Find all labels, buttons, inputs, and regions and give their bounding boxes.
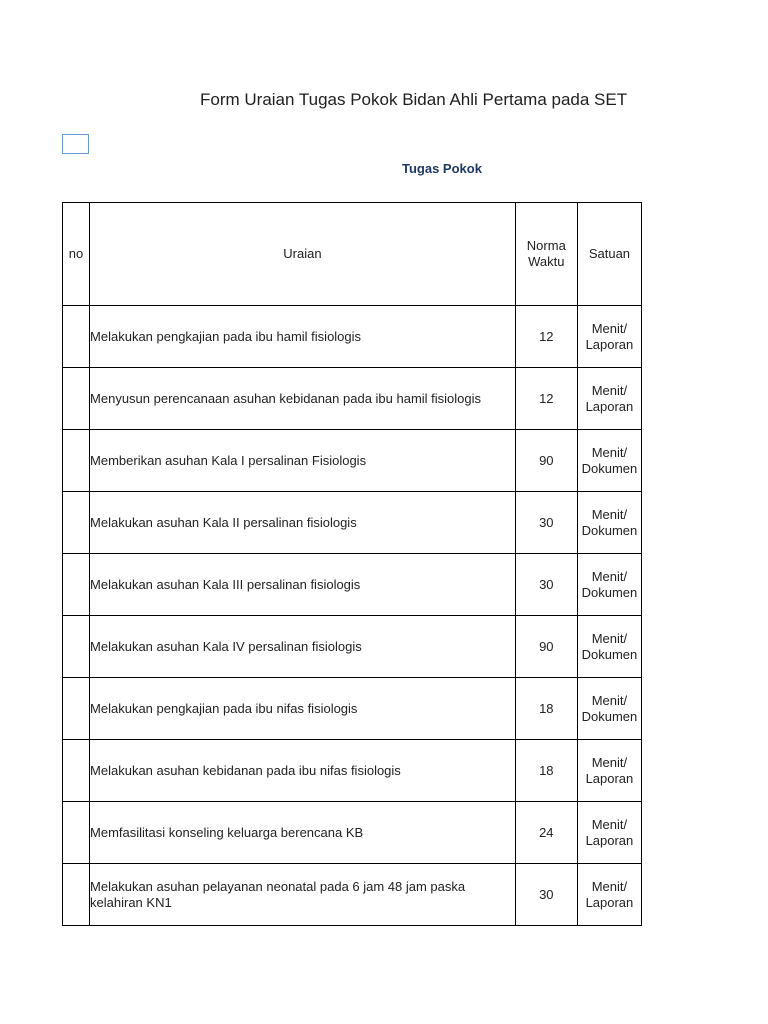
- satuan-type: Dokumen: [581, 522, 638, 538]
- table-row: [63, 864, 642, 926]
- table-row: [63, 368, 642, 430]
- cell-no: [63, 678, 90, 740]
- cell-satuan: [577, 616, 641, 678]
- satuan-unit: Menit/: [591, 444, 628, 460]
- header-norma-waktu-text: Norma Waktu: [526, 238, 566, 269]
- cell-no: [63, 430, 90, 492]
- cell-uraian: Menyusun perencanaan asuhan kebidanan pada ibu hamil fisiologis: [90, 368, 516, 430]
- cell-norma-waktu: 90: [515, 430, 577, 492]
- cell-no: [63, 740, 90, 802]
- cell-satuan: [577, 740, 641, 802]
- cell-satuan: [577, 430, 641, 492]
- cell-satuan: [577, 864, 641, 926]
- table-body: [63, 306, 642, 926]
- cell-no: [63, 368, 90, 430]
- table-row: [63, 492, 642, 554]
- selected-cell-box[interactable]: [62, 134, 89, 154]
- satuan-unit: Menit/: [591, 878, 628, 894]
- satuan-type: Laporan: [585, 894, 634, 910]
- cell-satuan: [577, 802, 641, 864]
- header-no: no: [63, 203, 90, 306]
- header-uraian: Uraian: [90, 203, 516, 306]
- satuan-type: Dokumen: [581, 584, 638, 600]
- table-row: [63, 616, 642, 678]
- cell-norma-waktu: 30: [515, 864, 577, 926]
- tasks-table: [62, 202, 642, 926]
- cell-uraian: Memfasilitasi konseling keluarga berencana KB: [90, 802, 516, 864]
- cell-norma-waktu: 30: [515, 554, 577, 616]
- cell-no: [63, 616, 90, 678]
- header-norma-waktu: [515, 203, 577, 306]
- cell-no: [63, 554, 90, 616]
- cell-norma-waktu: 12: [515, 306, 577, 368]
- satuan-unit: Menit/: [591, 568, 628, 584]
- cell-satuan: [577, 306, 641, 368]
- table-header-row: [63, 203, 642, 306]
- cell-uraian: Melakukan pengkajian pada ibu hamil fisiologis: [90, 306, 516, 368]
- satuan-unit: Menit/: [591, 816, 628, 832]
- satuan-type: Laporan: [585, 336, 634, 352]
- cell-norma-waktu: 12: [515, 368, 577, 430]
- table-row: [63, 306, 642, 368]
- satuan-type: Laporan: [585, 832, 634, 848]
- cell-satuan: [577, 368, 641, 430]
- satuan-unit: Menit/: [591, 630, 628, 646]
- table-row: [63, 554, 642, 616]
- cell-norma-waktu: 90: [515, 616, 577, 678]
- satuan-unit: Menit/: [591, 692, 628, 708]
- cell-norma-waktu: 24: [515, 802, 577, 864]
- satuan-type: Dokumen: [581, 646, 638, 662]
- cell-uraian: Melakukan asuhan Kala IV persalinan fisiologis: [90, 616, 516, 678]
- satuan-unit: Menit/: [591, 506, 628, 522]
- table-row: [63, 678, 642, 740]
- satuan-unit: Menit/: [591, 754, 628, 770]
- cell-no: [63, 492, 90, 554]
- table-row: [63, 802, 642, 864]
- cell-norma-waktu: 18: [515, 740, 577, 802]
- cell-uraian: Melakukan pengkajian pada ibu nifas fisiologis: [90, 678, 516, 740]
- satuan-type: Dokumen: [581, 460, 638, 476]
- cell-uraian: Memberikan asuhan Kala I persalinan Fisiologis: [90, 430, 516, 492]
- cell-uraian: Melakukan asuhan kebidanan pada ibu nifas fisiologis: [90, 740, 516, 802]
- cell-satuan: [577, 678, 641, 740]
- table-row: [63, 430, 642, 492]
- page-title: Form Uraian Tugas Pokok Bidan Ahli Pertama pada SET: [200, 90, 628, 109]
- cell-no: [63, 306, 90, 368]
- cell-no: [63, 802, 90, 864]
- satuan-unit: Menit/: [591, 320, 628, 336]
- cell-no: [63, 864, 90, 926]
- header-satuan: Satuan: [577, 203, 641, 306]
- cell-uraian: Melakukan asuhan Kala III persalinan fisiologis: [90, 554, 516, 616]
- cell-uraian: Melakukan asuhan pelayanan neonatal pada 6 jam 48 jam paska kelahiran KN1: [90, 864, 516, 926]
- satuan-type: Laporan: [585, 770, 634, 786]
- cell-satuan: [577, 554, 641, 616]
- table-row: [63, 740, 642, 802]
- satuan-type: Laporan: [585, 398, 634, 414]
- cell-norma-waktu: 30: [515, 492, 577, 554]
- cell-norma-waktu: 18: [515, 678, 577, 740]
- cell-uraian: Melakukan asuhan Kala II persalinan fisiologis: [90, 492, 516, 554]
- cell-satuan: [577, 492, 641, 554]
- satuan-unit: Menit/: [591, 382, 628, 398]
- satuan-type: Dokumen: [581, 708, 638, 724]
- section-heading: Tugas Pokok: [402, 161, 482, 176]
